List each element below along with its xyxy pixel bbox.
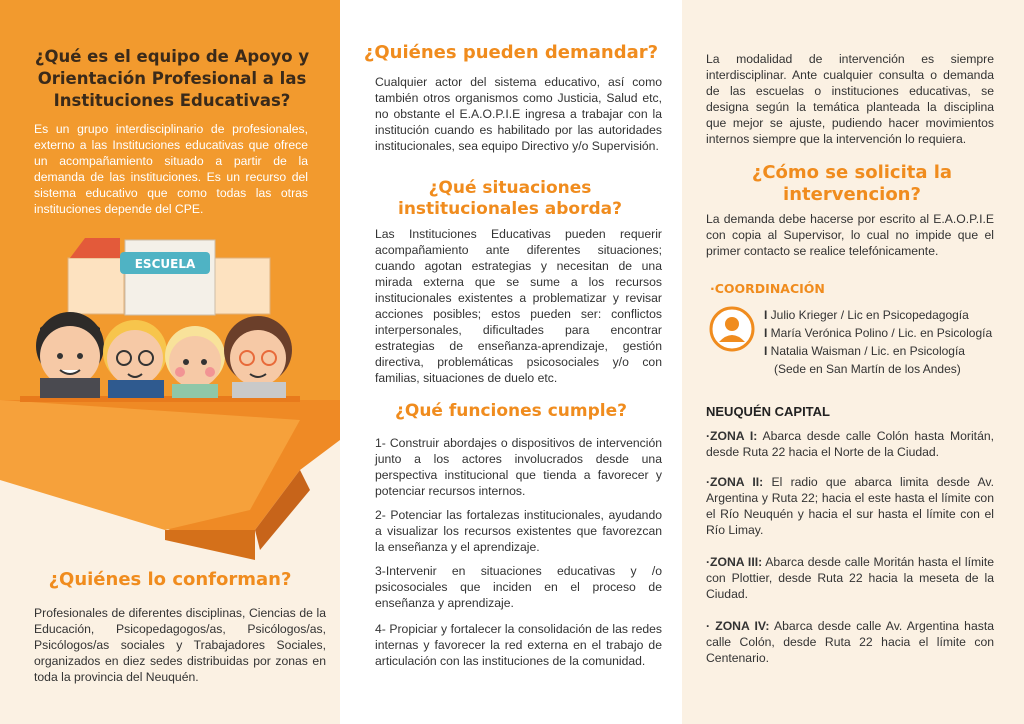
- situaciones-text: Las Instituciones Educativas pueden requerir acompañamiento ante diferentes situaciones; cuando agotan estrategias y necesitan de una mirada externa que se sume a los recursos institucionales existentes a problematizar y revisar acciones posibles; estos pueden ser: conflictos interpersonales, dificultades para encontrar estrategias de enseñanza-aprendizaje, gestión directiva, problemáticas psicosociales y/o con familias, situaciones de duelo etc.: [375, 227, 662, 385]
- person-icon: [709, 306, 755, 352]
- school-sign: ESCUELA: [134, 257, 196, 271]
- demandar-text: Cualquier actor del sistema educativo, así como también otros organismos como Justicia, Salud etc, no obstante el E.A.O.P.I.E ingresa a trabajar con la institución cuando es habilitado por las autoridades institucionales, sea equipo Directivo y/o Supervisión.: [375, 75, 662, 153]
- panel1-title: ¿Qué es el equipo de Apoyo y Orientación Profesional a las Instituciones Educativas?: [34, 47, 310, 110]
- panel-middle: [340, 0, 682, 724]
- funcion-1: 1- Construir abordajes o dispositivos de intervención junto a los actores involucrados desde una perspectiva institucional que tienda a favorecer y potenciar recursos internos.: [375, 436, 662, 498]
- ribbon-decoration: [0, 380, 340, 570]
- panel-left: [0, 0, 340, 724]
- panel1-intro: Es un grupo interdisciplinario de profesionales, externo a las Instituciones educativas que ofrece un acompañamiento situado a partir de la demanda de las instituciones. Es un recurso del sistema educativo que como todas las otras instituciones depende del CPE.: [34, 122, 308, 216]
- funciones-title: ¿Qué funciones cumple?: [395, 401, 627, 421]
- coordinacion-title: ·COORDINACIÓN: [710, 281, 825, 296]
- capital-title: NEUQUÉN CAPITAL: [706, 404, 830, 419]
- funcion-4: 4- Propiciar y fortalecer la consolidación de las redes internas y favorecer la red externa en el trabajo de articulación con las instituciones de la comunidad.: [375, 622, 662, 668]
- coordinador-1: I Julio Krieger / Lic en Psicopedagogía: [764, 308, 969, 322]
- solicita-title: ¿Cómo se solicita la intervencion?: [751, 162, 953, 205]
- school-children-illustration: [20, 228, 320, 406]
- coordinador-2: I María Verónica Polino / Lic. en Psicología: [764, 326, 993, 340]
- sede: (Sede en San Martín de los Andes): [774, 362, 961, 376]
- conforman-title: ¿Quiénes lo conforman?: [48, 569, 292, 590]
- modalidad-text: La modalidad de intervención es siempre interdisciplinar. Ante cualquier consulta o demanda de las escuelas o instituciones educativas, se designa según la temática planteada la disciplina que mejor se ajuste, pudiendo hacer movimientos internos siempre que la intervención lo requiera.: [706, 52, 994, 146]
- panel-right: [682, 0, 1024, 724]
- conforman-text: Profesionales de diferentes disciplinas, Ciencias de la Educación, Psicopedagogos/as, Psicólogos/as, Psicólogos/as sociales y Trabajadores Sociales, organizados en diez sedes distribuidas por zonas en toda la provincia del Neuquén.: [34, 606, 326, 684]
- zona-4: · ZONA IV: Abarca desde calle Av. Argentina hasta calle Colón, desde Ruta 22 hacia el límite con Centenario.: [706, 619, 994, 665]
- zona-3: ·ZONA III: Abarca desde calle Moritán hasta el límite con Plottier, desde Ruta 22 hacia la meseta de la Ciudad.: [706, 555, 994, 601]
- zona-1: ·ZONA I: Abarca desde calle Colón hasta Moritán, desde Ruta 22 hacia el Norte de la Ciudad.: [706, 429, 995, 459]
- zona-2: ·ZONA II: El radio que abarca limita desde Av. Argentina y Ruta 22; hacia el este hasta el límite con el Río Neuquén y hacia el sur hasta el límite con el Río Limay.: [706, 475, 994, 537]
- funcion-3: 3-Intervenir en situaciones educativas y /o psicosociales que inciden en el proceso de enseñanza y aprendizaje.: [375, 564, 662, 610]
- funcion-2: 2- Potenciar las fortalezas institucionales, ayudando a visualizar los recursos existentes que favorezcan la enseñanza y el aprendizaje.: [375, 508, 662, 554]
- demandar-title: ¿Quiénes pueden demandar?: [363, 42, 659, 63]
- situaciones-title: ¿Qué situaciones institucionales aborda?: [398, 178, 622, 219]
- solicita-text: La demanda debe hacerse por escrito al E.A.O.P.I.E con copia al Supervisor, lo cual no impide que el primer contacto se realice telefónicamente.: [706, 212, 994, 258]
- coordinador-3: I Natalia Waisman / Lic. en Psicología: [764, 344, 965, 358]
- coordinadores-list: [764, 306, 992, 378]
